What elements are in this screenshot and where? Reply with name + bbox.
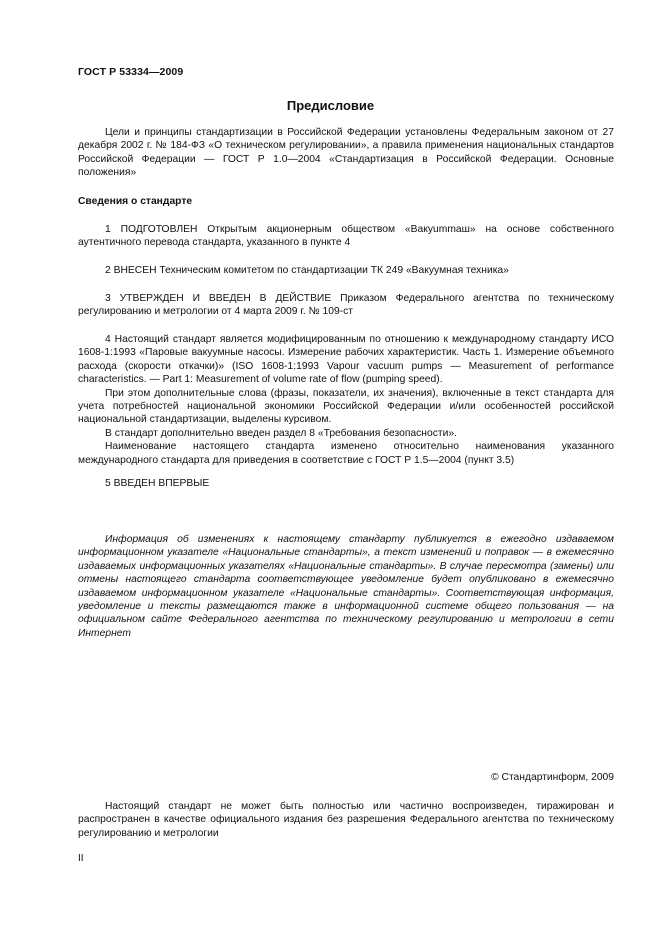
document-header: ГОСТ Р 53334—2009: [78, 66, 184, 78]
page-number: II: [78, 853, 84, 864]
page-title: Предисловие: [286, 98, 375, 113]
notice-block: [78, 533, 614, 640]
item-5-block: [78, 477, 614, 490]
intro-block: [78, 126, 614, 180]
section-heading: Сведения о стандарте: [78, 196, 193, 207]
item-1-paragraph: 1 ПОДГОТОВЛЕН Открытым акционерным обществом «Вакуummаш» на основе собственного аутентичного перевода стандарта, указанного в пункте 4: [78, 224, 614, 249]
copyright-line: © Стандартинформ, 2009: [491, 772, 614, 783]
reproduction-paragraph: Настоящий стандарт не может быть полностью или частично воспроизведен, тиражирован и распространен в качестве официального издания без разрешения Федерального агентства по техническому регулированию и метрологии: [78, 801, 614, 839]
item-4-block: [78, 333, 614, 467]
item-4-safety-note: В стандарт дополнительно введен раздел 8 «Требования безопасности».: [105, 427, 457, 439]
item-3-paragraph: 3 УТВЕРЖДЕН И ВВЕДЕН В ДЕЙСТВИЕ Приказом Федерального агентства по техническому регулированию и метрологии от 4 марта 2009 г. № 109-ст: [78, 293, 614, 318]
item-2-block: [78, 264, 614, 277]
item-5-paragraph: 5 ВВЕДЕН ВПЕРВЫЕ: [105, 478, 210, 489]
item-1-block: [78, 223, 614, 250]
item-3-block: [78, 292, 614, 319]
intro-paragraph: Цели и принципы стандартизации в Российской Федерации установлены Федеральным законом от 27 декабря 2002 г. № 184-ФЗ «О техническом регулировании», а правила применения национальных стандартов Российской Федерации — ГОСТ Р 1.0—2004 «Стандартизация в Российской Федерации. Основные положения»: [78, 127, 614, 179]
item-4-name-note: Наименование настоящего стандарта изменено относительно наименования указанного международного стандарта для приведения в соответствие с ГОСТ Р 1.5—2004 (пункт 3.5): [78, 441, 614, 466]
reproduction-block: [78, 800, 614, 840]
notice-paragraph: Информация об изменениях к настоящему стандарту публикуется в ежегодно издаваемом информационном указателе «Национальные стандарты», а текст изменений и поправок — в ежемесячно издаваемых информационных указателях «Национальные стандарты». В случае пересмотра (замены) или отмены настоящего стандарта соответствующее уведомление будет опубликовано в ежемесячно издаваемом информационном указателе «Национальные стандарты». Соответствующая информация, уведомление и тексты размещаются также в информационной системе общего пользования — на официальном сайте Федерального агентства по техническому регулированию и метрологии в сети Интернет: [78, 534, 614, 639]
item-4-paragraph: 4 Настоящий стандарт является модифицированным по отношению к международному стандарту ИСО 1608-1:1993 «Паровые вакуумные насосы. Измерение рабочих характеристик. Часть 1. Измерение объемного расхода (скорости откачки)» (ISO 1608-1:1993 Vapour vacuum pumps — Measurement of performance characteristics. — Part 1: Measurement of volume rate of flow (pumping speed).: [78, 334, 614, 386]
item-2-paragraph: 2 ВНЕСЕН Техническим комитетом по стандартизации ТК 249 «Вакуумная техника»: [105, 265, 509, 276]
item-4-italics-note: При этом дополнительные слова (фразы, показатели, их значения), включенные в текст стандарта для учета потребностей национальной экономики Российской Федерации и/или особенностей российской национальной стандартизации, выделены курсивом.: [78, 387, 614, 426]
section-heading-block: [78, 195, 614, 208]
